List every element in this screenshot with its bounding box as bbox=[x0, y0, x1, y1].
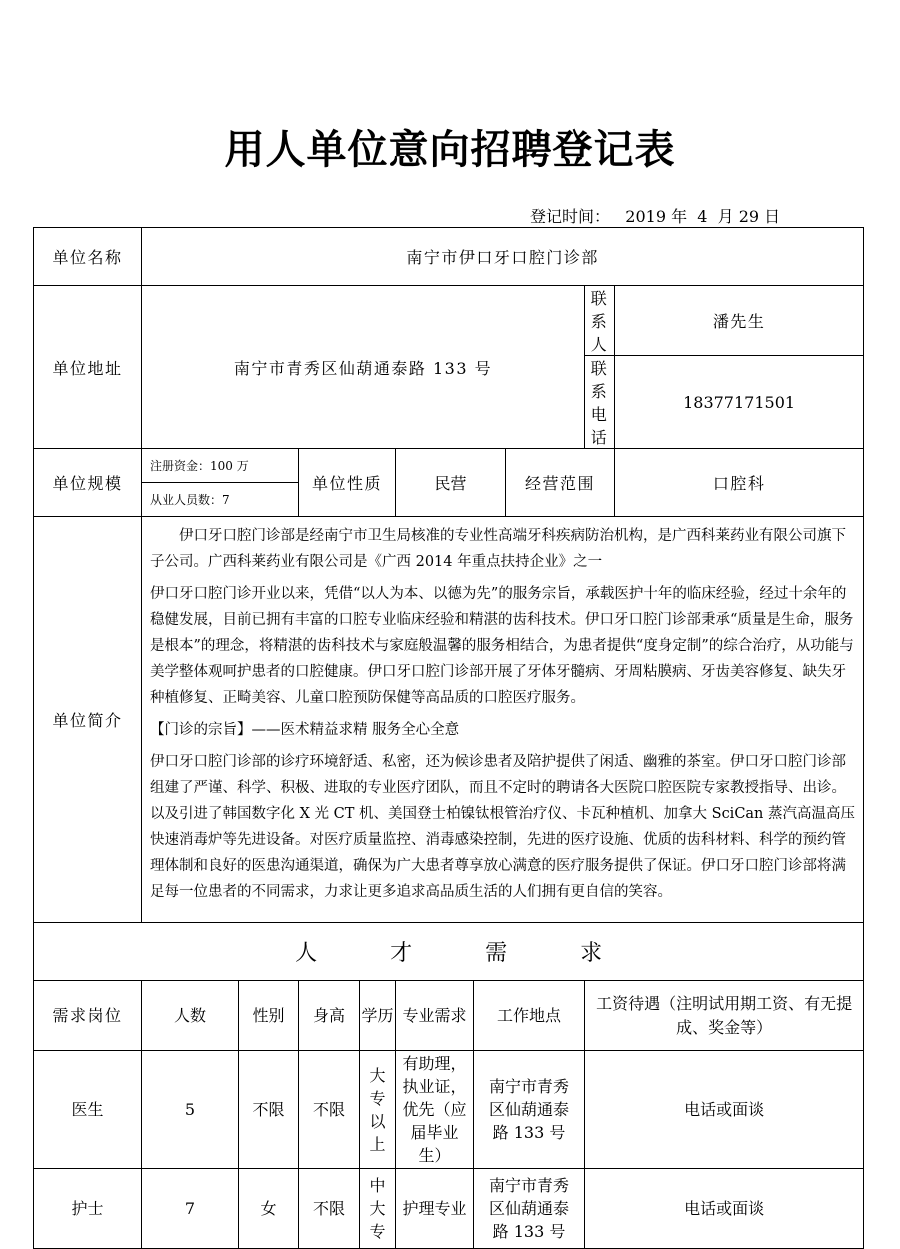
cell-salary: 电话或面谈 bbox=[585, 1051, 864, 1169]
scope-value: 口腔科 bbox=[615, 449, 864, 517]
header-position: 需求岗位 bbox=[34, 981, 142, 1051]
header-location: 工作地点 bbox=[474, 981, 585, 1051]
registration-form bbox=[33, 227, 864, 1249]
cell-position: 医生 bbox=[34, 1051, 142, 1169]
header-education: 学历 bbox=[360, 981, 396, 1051]
requirements-header-row bbox=[34, 981, 864, 1051]
registered-capital: 注册资金：100 万 bbox=[142, 449, 299, 483]
contact-label: 联系人 bbox=[585, 286, 615, 356]
scale-label: 单位规模 bbox=[34, 449, 142, 517]
phone-label: 联系电话 bbox=[585, 356, 615, 449]
nature-value: 民营 bbox=[396, 449, 506, 517]
row-address bbox=[34, 286, 864, 356]
header-height: 身高 bbox=[299, 981, 360, 1051]
cell-education: 中大专 bbox=[360, 1169, 396, 1249]
registration-value: 2019 年 4 月 29 日 bbox=[625, 207, 781, 226]
row-requirements-title bbox=[34, 923, 864, 981]
intro-motto: 【门诊的宗旨】——医术精益求精 服务全心全意 bbox=[150, 722, 460, 738]
cell-gender: 不限 bbox=[239, 1051, 299, 1169]
scope-label: 经营范围 bbox=[506, 449, 615, 517]
header-major: 专业需求 bbox=[396, 981, 474, 1051]
row-scale bbox=[34, 449, 864, 483]
table-row bbox=[34, 1169, 864, 1249]
cell-height: 不限 bbox=[299, 1169, 360, 1249]
registration-date bbox=[530, 204, 780, 227]
table-row bbox=[34, 1051, 864, 1169]
header-gender: 性别 bbox=[239, 981, 299, 1051]
cell-salary: 电话或面谈 bbox=[585, 1169, 864, 1249]
employee-count: 从业人员数：7 bbox=[142, 483, 299, 517]
cell-gender: 女 bbox=[239, 1169, 299, 1249]
cell-height: 不限 bbox=[299, 1051, 360, 1169]
intro-paragraph: 伊口牙口腔门诊开业以来，凭借“以人为本、以德为先”的服务宗旨，承载医护十年的临床经验，经过十余年的稳健发展，目前已拥有丰富的口腔专业临床经验和精湛的齿科技术。伊口牙口腔门诊部秉承“质量是生命，服务是根本”的理念，将精湛的齿科技术与家庭般温馨的服务相结合，为患者提供“度身定制”的综合治疗，从功能与美学整体观呵护患者的口腔健康。伊口牙口腔门诊部开展了牙体牙髓病、牙周粘膜病、牙齿美容修复、缺失牙种植修复、正畸美容、儿童口腔预防保健等高品质的口腔医疗服务。 bbox=[150, 586, 854, 706]
cell-education: 大专以上 bbox=[360, 1051, 396, 1169]
company-name-label: 单位名称 bbox=[34, 228, 142, 286]
cell-count: 7 bbox=[142, 1169, 239, 1249]
registration-label: 登记时间： bbox=[530, 207, 611, 226]
requirements-title: 人 才 需 求 bbox=[34, 923, 864, 981]
address-value: 南宁市青秀区仙葫通泰路 133 号 bbox=[142, 286, 585, 449]
form-title: 用人单位意向招聘登记表 bbox=[224, 127, 676, 173]
intro-label: 单位简介 bbox=[34, 517, 142, 923]
nature-label: 单位性质 bbox=[299, 449, 396, 517]
cell-count: 5 bbox=[142, 1051, 239, 1169]
company-name-value: 南宁市伊口牙口腔门诊部 bbox=[142, 228, 864, 286]
row-company-name bbox=[34, 228, 864, 286]
intro-paragraph: 伊口牙口腔门诊部是经南宁市卫生局核准的专业性高端牙科疾病防治机构，是广西科莱药业有限公司旗下子公司。广西科莱药业有限公司是《广西 2014 年重点扶持企业》之一 bbox=[150, 528, 846, 570]
header-salary: 工资待遇（注明试用期工资、有无提成、奖金等） bbox=[585, 981, 864, 1051]
cell-location: 南宁市青秀区仙葫通泰路 133 号 bbox=[474, 1169, 585, 1249]
contact-value: 潘先生 bbox=[615, 286, 864, 356]
intro-paragraph: 伊口牙口腔门诊部的诊疗环境舒适、私密，还为候诊患者及陪护提供了闲适、幽雅的茶室。伊口牙口腔门诊部组建了严谨、科学、积极、进取的专业医疗团队，而且不定时的聘请各大医院口腔医院专家教授指导、出诊。以及引进了韩国数字化 X 光 CT 机、美国登士柏镍钛根管治疗仪、卡瓦种植机、加拿大 SciCan 蒸汽高温高压快速消毒炉等先进设备。对医疗质量监控、消毒感染控制，先进的医疗设施、优质的齿科材料、科学的预约管理体制和良好的医患沟通渠道，确保为广大患者尊享放心满意的医疗服务提供了保证。伊口牙口腔门诊部将满足每一位患者的不同需求，力求让更多追求高品质生活的人们拥有更自信的笑容。 bbox=[150, 754, 856, 900]
cell-location: 南宁市青秀区仙葫通泰路 133 号 bbox=[474, 1051, 585, 1169]
intro-text bbox=[142, 517, 864, 923]
cell-major: 护理专业 bbox=[396, 1169, 474, 1249]
row-intro bbox=[34, 517, 864, 923]
header-count: 人数 bbox=[142, 981, 239, 1051]
phone-value: 18377171501 bbox=[615, 356, 864, 449]
address-label: 单位地址 bbox=[34, 286, 142, 449]
cell-major: 有助理，执业证，优先（应届毕业生） bbox=[396, 1051, 474, 1169]
cell-position: 护士 bbox=[34, 1169, 142, 1249]
